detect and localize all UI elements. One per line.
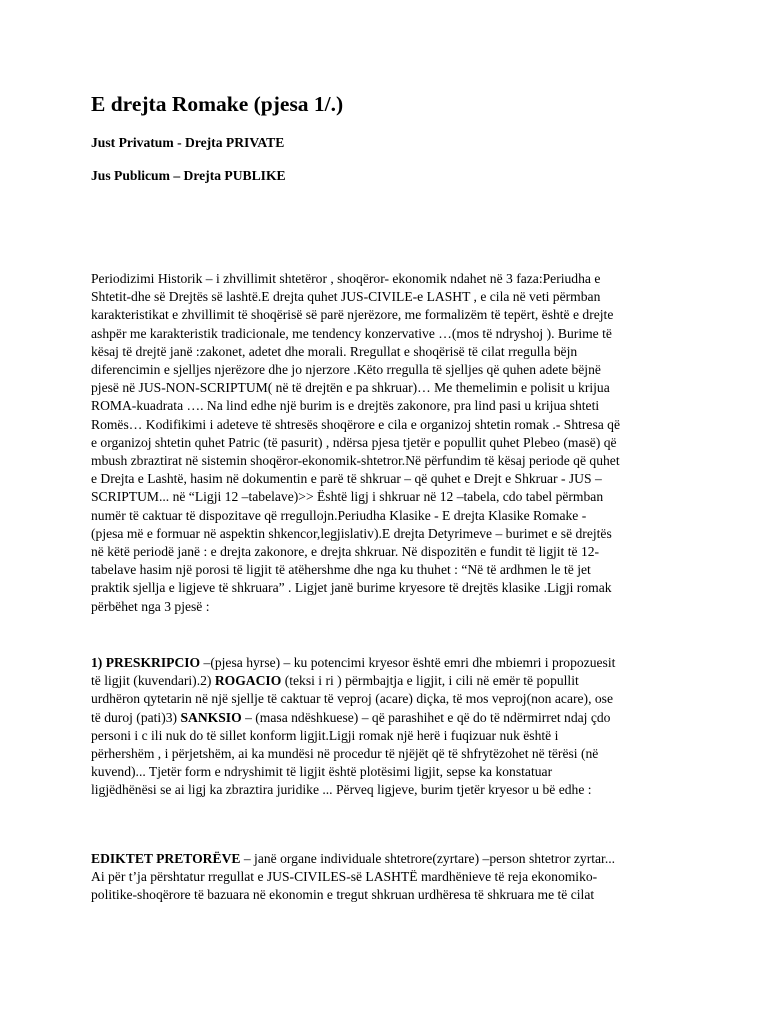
text-line: Romës… Kodifikimi i adeteve të shtresës shoqërore e cila e organizoj shtetin romak .- Shtresa që (91, 416, 621, 432)
text-fragment: të ligjit (kuvendari).2) (91, 673, 215, 689)
subtitle-private-law: Just Privatum - Drejta PRIVATE (91, 135, 285, 150)
text-line (91, 654, 683, 672)
text-line: tabelave hasim një porosi të ligjit të atëhershme dhe nga ku thuhet : “Në të ardhmen le të jet (91, 562, 591, 578)
subtitle-public-law: Jus Publicum – Drejta PUBLIKE (91, 168, 286, 183)
text-line: politike-shoqërore të bazuara në ekonomin e tregut shkruan urdhëresa të shkruara me të cilat (91, 887, 595, 903)
text-line: e organizoj shtetin quhet Patric (të pasurit) , ndërsa pjesa tjetër e popullit quhet Plebeo (masë) që (91, 434, 617, 450)
text-line: kuvend)... Tjetër form e ndryshimit të ligjit është plotësimi ligjit, sepse ka konstatuar (91, 764, 553, 780)
text-line: Ai për t’ja përshtatur rregullat e JUS-CIVILES-së LASHTË mardhënieve të reja ekonomiko- (91, 869, 598, 885)
term-sanksio: SANKSIO (180, 709, 242, 725)
text-fragment: – (masa ndëshkuese) – që parashihet e që do të ndërmirret ndaj çdo (241, 709, 611, 725)
text-line: SCRIPTUM... në “Ligji 12 –tabelave)>> Është ligj i shkruar në 12 –tabela, cdo tabel përmban (91, 489, 604, 505)
paragraph-praetor-edicts (91, 850, 683, 905)
text-line (91, 709, 683, 727)
text-line: e Drejta e Lashtë, hasim në dokumentin e parë të shkruar – që quhet e Drejt e Shkruar - JUS – (91, 471, 602, 487)
text-line (91, 850, 683, 868)
term-ediktet-pretoreve: EDIKTET PRETORËVE (91, 851, 241, 866)
text-line: diferencimin e sjelljes njerëzore dhe jo njerzore .Këto rregulla të sjelljes që quhen adete bëjnë (91, 362, 601, 378)
term-rogacio: ROGACIO (214, 673, 282, 689)
text-line: ROMA-kuadrata …. Na lind edhe një burim is e drejtës zakonore, pra lind pasi u krijua shteti (91, 398, 600, 414)
text-line: urdhëron qytetarin në një sjellje të caktuar të veproj (acare) diçka, të mos veproj(non acare), ose (91, 691, 613, 707)
text-line: Shtetit-dhe së Drejtës së lashtë.E drejta quhet JUS-CIVILE-e LASHT , e cila në veti përmban (91, 289, 601, 305)
text-line (91, 672, 683, 690)
text-fragment: – janë organe individuale shtetrore(zyrtare) –person shtetror zyrtar... (240, 851, 616, 866)
text-line: kësaj të drejtë janë :zakonet, adetet dhe morali. Rregullat e shoqërisë të cilat rregulla bëjn (91, 343, 578, 359)
text-line: numër të caktuar të dispozitave që rregullojn.Periudha Klasike - E drejta Klasike Romake - (91, 507, 587, 523)
document-title: E drejta Romake (pjesa 1/.) (91, 92, 344, 116)
text-line: praktik sjellja e ligjeve të shkruara” . Ligjet janë burime kryesore të drejtës klasike .Ligji romak (91, 580, 612, 596)
paragraph-law-parts (91, 654, 683, 800)
paragraph-historical-periodization (91, 270, 683, 616)
text-line: (pjesa më e formuar në aspektin shkencor,legjislativ).E drejta Detyrimeve – burimet e së drejtës (91, 525, 612, 541)
text-line: përhershëm , i përjetshëm, ai ka mundësi në procedur të njëjët që të shfrytëzohet në tërësi (në (91, 746, 599, 762)
text-line: pjesë në JUS-NON-SCRIPTUM( në të drejtën e pa shkruar)… Me themelimin e polisit u krijua (91, 380, 610, 396)
text-line: personi i c ili nuk do të sillet konform ligjit.Ligji romak një herë i fuqizuar nuk është i (91, 727, 559, 743)
text-line: përbëhet nga 3 pjesë : (91, 598, 210, 614)
term-preskripcio: 1) PRESKRIPCIO (91, 655, 201, 670)
text-line: ligjëdhënësi se ai ligj ka zbraztira juridike ... Përveq ligjeve, burim tjetër kryesor u bë edhe : (91, 782, 592, 798)
text-line: karakteristikat e zhvillimit të shoqërisë së parë njerëzore, me formalizëm të tepërt, është e drejte (91, 307, 614, 323)
text-fragment: (teksi i ri ) përmbajtja e ligjit, i cili në emër të popullit (281, 673, 579, 689)
text-fragment: –(pjesa hyrse) – ku potencimi kryesor është emri dhe mbiemri i propozuesit (200, 655, 616, 670)
text-line: Periodizimi Historik – i zhvillimit shtetëror , shoqëror- ekonomik ndahet në 3 faza:Periudha e (91, 271, 601, 286)
text-line: ashpër me karakteristik tradicionale, me tendency konzervative …(mos të ndryshoj ). Burime të (91, 325, 612, 341)
text-fragment: të duroj (pati)3) (91, 709, 181, 725)
text-line: në këtë periodë janë : e drejta zakonore, e drejta shkruar. Në dispozitën e fundit të ligjit të 12- (91, 544, 600, 560)
text-line: mbush zbraztirat në sistemin shoqëror-ekonomik-shtetror.Në përfundim të kësaj periode që quhet (91, 453, 620, 469)
